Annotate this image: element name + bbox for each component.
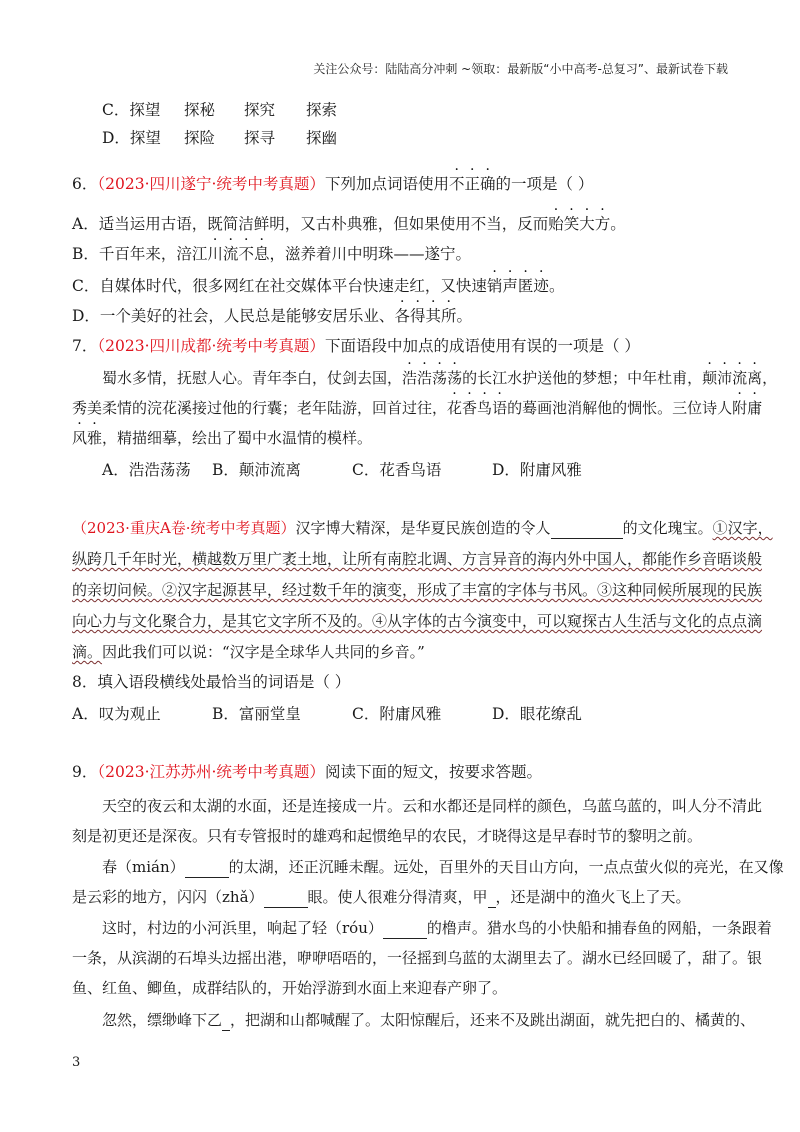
q9-paragraph-2-line-2: 是云彩的地方，闪闪（zhǎ） 眼。使人很难分得清爽，甲 ，还是湖中的渔火飞上了天。 xyxy=(72,888,691,906)
q9-paragraph-3-line-2: 一条，从滨湖的石埠头边摇出港，咿咿唔唔的，一径摇到乌蓝的太湖里去了。湖水已经回暖了，甜了。银 xyxy=(72,949,763,967)
q7-passage-line-3: 风雅，精描细摹，绘出了蜀中水温情的模样。 xyxy=(72,429,373,447)
q8-blank xyxy=(551,518,623,539)
q8-passage-line-2: 纵跨几千年时光，横越数万里广袤土地，让所有南腔北调、方言异音的海内外中国人，都能作乡音晤谈般 xyxy=(72,550,763,568)
q8-passage-line-5: 滴。因此我们可以说：“汉字是全球华人共同的乡音。” xyxy=(72,643,425,661)
q9-paragraph-3-line-1: 这时，村边的小河浜里，响起了轻（róu） 的橹声。猎水鸟的小快船和捕春鱼的网船，一条跟着 xyxy=(102,919,772,937)
page-number: 3 xyxy=(72,1055,81,1070)
q7-stem: 7．（2023·四川成都·统考中考真题）下面语段中加点的成语使用有误的一项是（ ） xyxy=(72,337,640,355)
q9-paragraph-1-line-1: 天空的夜云和太湖的水面，还是连接成一片。云和水都还是同样的颜色，乌蓝乌蓝的，叫人分不清此 xyxy=(102,797,763,815)
blank-zha xyxy=(264,887,308,908)
q6-option-b: B．千百年来，涪江川流不息，滋养着川中明珠——遂宁。 xyxy=(72,245,471,263)
q8-source: （2023·重庆A卷·统考中考真题） xyxy=(72,519,296,537)
blank-yi xyxy=(222,1010,230,1031)
q9-paragraph-2-line-1: 春（mián） 的太湖，还正沉睡未醒。远处，百里外的天目山方向，一点点萤火似的亮光，在又像 xyxy=(102,858,784,876)
q6-stem: 6．（2023·四川遂宁·统考中考真题）下列加点词语使用不正确的一项是（ ） xyxy=(72,175,594,193)
q8-passage-line-3: 的亲切问候。②汉字起源甚早，经过数千年的演变，形成了丰富的字体与书风。③这种同候所展现的民族 xyxy=(72,581,763,599)
blank-mian xyxy=(185,857,229,878)
q7-passage-line-2: 秀美柔情的浣花溪接过他的行囊；老年陆游，回首过往，花香鸟语的蓦画池消解他的惆怅。三位诗人附庸 xyxy=(72,399,763,417)
q5-option-c: C．探望 探秘 探究 探索 xyxy=(102,101,338,119)
q7-source: （2023·四川成都·统考中考真题） xyxy=(97,337,325,355)
q6-source: （2023·四川遂宁·统考中考真题） xyxy=(97,175,325,193)
q8-options: A．叹为观止 B．富丽堂皇 C．附庸风雅 D．眼花缭乱 xyxy=(72,705,582,723)
q6-option-c: C．自媒体时代，很多网红在社交媒体平台快速走红，又快速销声匿迹。 xyxy=(72,277,565,295)
q8-stem: 8．填入语段横线处最恰当的词语是（ ） xyxy=(72,673,351,691)
q9-stem: 9．（2023·江苏苏州·统考中考真题）阅读下面的短文，按要求答题。 xyxy=(72,763,542,781)
q8-passage-line-4: 向心力与文化聚合力，是其它文字所不及的。④从字体的古今演变中，可以窥探古人生活与文化的点点滴 xyxy=(72,612,763,630)
q5-option-d: D．探望 探险 探寻 探幽 xyxy=(102,129,338,147)
q9-paragraph-1-line-2: 刻是初更还是深夜。只有专管报时的雄鸡和起惯绝早的农民，才晓得这是早春时节的黎明之前。 xyxy=(72,827,703,845)
q8-passage-line-1: （2023·重庆A卷·统考中考真题）汉字博大精深，是华夏民族创造的令人 的文化瑰宝。①汉字， xyxy=(72,519,773,537)
q9-paragraph-4-line-1: 忽然，缥缈峰下乙 ，把湖和山都喊醒了。太阳惊醒后，还来不及跳出湖面，就先把白的、橘黄的、 xyxy=(102,1011,756,1029)
q7-options: A．浩浩荡荡 B．颠沛流离 C．花香鸟语 D．附庸风雅 xyxy=(102,461,582,479)
q6-option-a: A．适当运用古语，既简洁鲜明，又古朴典雅，但如果使用不当，反而贻笑大方。 xyxy=(72,215,626,233)
q9-source: （2023·江苏苏州·统考中考真题） xyxy=(97,763,325,781)
q6-option-d: D．一个美好的社会，人民总是能够安居乐业、各得其所。 xyxy=(72,307,473,325)
blank-rou xyxy=(383,918,427,939)
q7-passage-line-1: 蜀水多情，抚慰人心。青年李白，仗剑去国，浩浩荡荡的长江水护送他的梦想；中年杜甫，颠沛流离， xyxy=(102,369,778,387)
q9-paragraph-3-line-3: 鱼、红鱼、鲫鱼，成群结队的，开始浮游到水面上来迎春产卵了。 xyxy=(72,979,508,997)
page-header: 关注公众号：陆陆高分冲刺 ~领取：最新版“小中高考-总复习”、最新试卷下载 xyxy=(313,62,728,76)
blank-jia xyxy=(488,887,496,908)
